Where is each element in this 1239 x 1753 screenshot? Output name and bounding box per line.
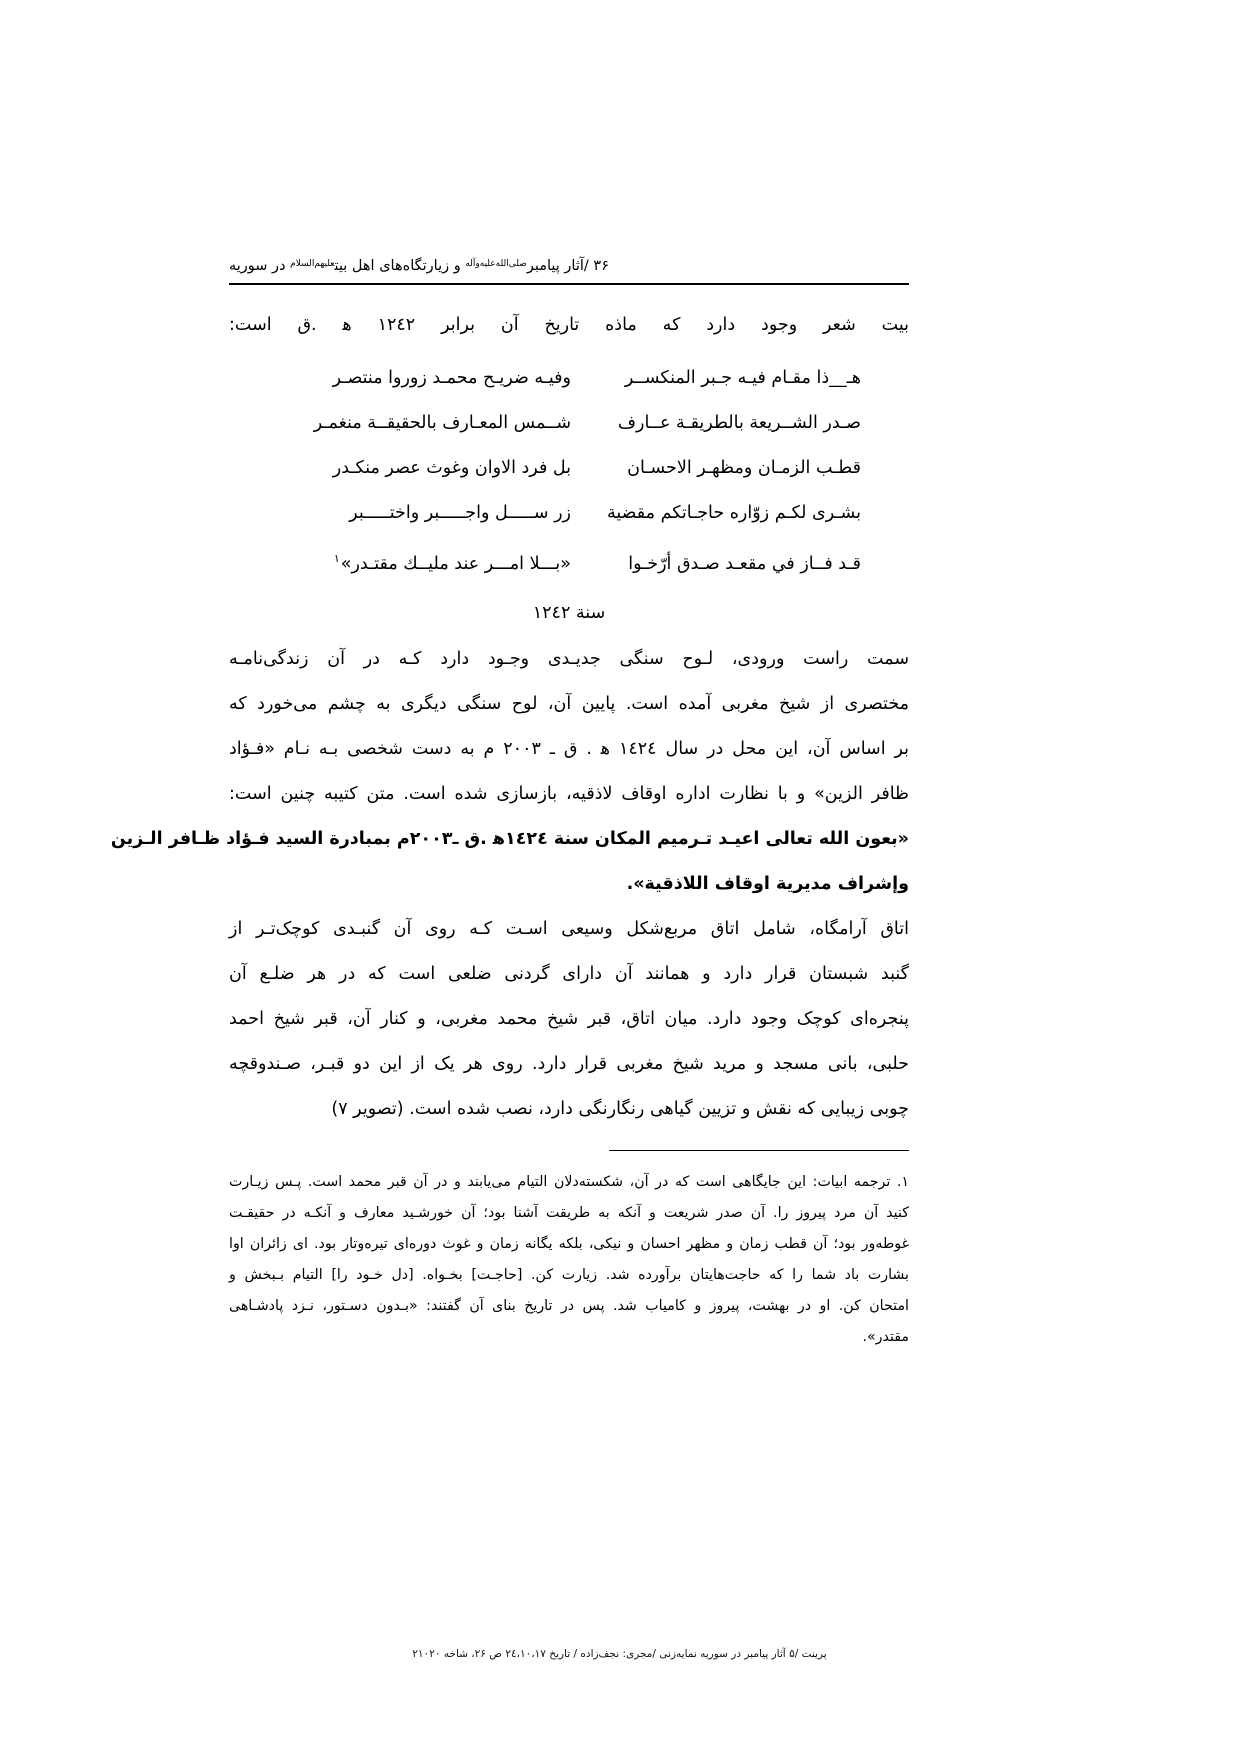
spacer-after-header: [229, 285, 909, 303]
paragraph-line: بر اساس آن، این محل در سال ۱٤۲٤ ﻫ . ق ـ ۲۰۰۳ م به دست شخصی بـه نـام «فـؤاد: [229, 739, 909, 760]
inscription-line: وإشراف مدیریة اوقاف اللاذقیة».: [626, 874, 909, 895]
verse-row: [229, 401, 909, 446]
footnote-line: غوطه‌ور بود؛ آن قطب زمان و مظهر احسان و نیکی، بلکه یگانه زمان و غوث دوره‌ای تیره‌وتار بود. ای زائران اوا: [229, 1236, 909, 1253]
running-header: [229, 258, 909, 281]
hemistich-second: [279, 536, 571, 587]
hemistich-second-text: «بـــلا امـــر عند مليــك مقتـدر»: [340, 554, 571, 575]
header-title-part1: آثار پیامبر: [526, 258, 584, 274]
footnote-reference-marker: ۱: [333, 552, 340, 566]
poetry-block: [229, 356, 909, 637]
footnote-line: ۱. ترجمه ابیات: این جایگاهی است که در آن، شکسته‌دلان التیام می‌یابند و در آن قبر محمد است. پـس زیـارت: [229, 1174, 909, 1191]
verse-row: [229, 356, 909, 401]
hemistich-second: وفيـه ضريـح محمـد زوروا منتصـر: [332, 368, 571, 389]
paragraph-line: سمت راست ورودی، لـوح سنگی جدیـدی وجـود دارد کـه در آن زندگی‌نامـه: [229, 649, 909, 670]
paragraph-line: ظافر الزین» و با نظارت اداره اوقاف لاذقیه، بازسازی شده است. متن کتیبه چنین است:: [229, 784, 909, 805]
paragraph-line: پنجره‌ای کوچک وجود دارد. میان اتاق، قبر شیخ محمد مغربی، و کنار آن، قبر شیخ احمد: [229, 1009, 909, 1030]
paragraph-line: مختصری از شیخ مغربی آمده است. پایین آن، لوح سنگی دیگری به چشم می‌خورد که: [229, 694, 909, 715]
paragraph-line: گنبد شبستان قرار دارد و همانند آن دارای گردنی ضلعی است که در هر ضلـع آن: [229, 964, 909, 985]
paragraph-line: چوبی زیبایی که نقش و تزیین گیاهی رنگارنگی دارد، نصب شده است. (تصویر ۷): [331, 1099, 909, 1120]
inscription-line: «بعون الله تعالی اعیـد تـرمیم المکان سنة ۱٤۲٤ﻫ .ق ـ۲۰۰۳م بمبادرة السید فـؤاد ظـافر الـزین: [110, 829, 909, 850]
honorific-icon-saw: صلی‌الله‌علیه‌وآله: [465, 258, 527, 269]
header-title-part3: در سوریه: [229, 258, 291, 274]
footnote-block: [229, 1167, 909, 1353]
intro-line: بیت شعر وجود دارد که ماذه تاریخ آن برابر ۱۲٤۲ ﻫ .ق است:: [229, 315, 909, 336]
honorific-icon-as: علیهم‌السلام: [290, 258, 335, 269]
header-page-label: ۳۶ /: [583, 258, 609, 274]
hemistich-first: قـد فــاز في مقعـد صـدق أرّخـوا: [628, 554, 861, 575]
footnote-line: امتحان کن. او در بهشت، پیروز و کامیاب شد. پس در تاریخ بنای آن گفتند: «بـدون دسـتور، نـزد پادشـاهی: [229, 1298, 909, 1315]
hemistich-first: قطـب الزمـان ومظهـر الاحسـان: [627, 458, 861, 479]
footnote-separator-rule: [609, 1150, 909, 1151]
hemistich-second: شــمس المعـارف بالحقيقــة منغمـر: [313, 413, 571, 434]
poetry-year: سنة ۱۲٤۲: [532, 603, 606, 624]
hemistich-first: صـدر الشــريعة بالطريقـة عــارف: [617, 413, 861, 434]
hemistich-second: زر ســـــل واجـــــبر واختـــــبر: [349, 503, 571, 524]
hemistich-first: هـ__ذا مقـام فيـه جـبر المنكســر: [624, 368, 861, 389]
arabic-inscription: [110, 817, 909, 907]
footnote-line: کنید آن مرد پیروز را. آن صدر شریعت و آنکه به طریقت آشنا بود؛ آن خورشـید معارف و آنکـه در حقیقـت: [229, 1205, 909, 1222]
verse-row: [229, 491, 909, 536]
paragraph-entrance-stone: [229, 637, 909, 817]
footnote-1: [229, 1167, 909, 1353]
footnote-line: مقتدر».: [862, 1329, 909, 1346]
page-content: [110, 258, 909, 1353]
hemistich-first: بشـرى لكـم زوّاره حاجـاتكم مقضية: [606, 503, 861, 524]
running-header-text: [229, 258, 609, 275]
paragraph-line: اتاق آرامگاه، شامل اتاق مربع‌شکل وسیعی اسـت کـه روی آن گنبـدی کوچک‌تـر از: [229, 919, 909, 940]
print-footer-strip: پرینت /۵ آثار پیامبر در سوریه نمایه‌زنی /مجری: نجف‌زاده / تاریخ ۲٤،۱۰،۱۷ ص ۲۶، شاخه ۲۱۰۲۰: [412, 1648, 827, 1660]
paragraph-tomb-chamber: [229, 907, 909, 1132]
header-title-part2: و زیارتگاه‌های اهل بیت: [334, 258, 466, 274]
footnote-line: بشارت باد شما را که حاجت‌هایتان برآورده شد. زیارت کن. [حاجـت] بخـواه. [دل خـود را] التیام بـبخش و: [229, 1267, 909, 1284]
verse-row: [229, 536, 909, 587]
paragraph-line: حلبی، بانی مسجد و مرید شیخ مغربی قرار دارد. روی هر یک از این دو قبـر، صـندوقچه: [229, 1054, 909, 1075]
hemistich-second: بل فرد الاوان وغوث عصر منكـدر: [332, 458, 571, 479]
verse-row: [229, 446, 909, 491]
